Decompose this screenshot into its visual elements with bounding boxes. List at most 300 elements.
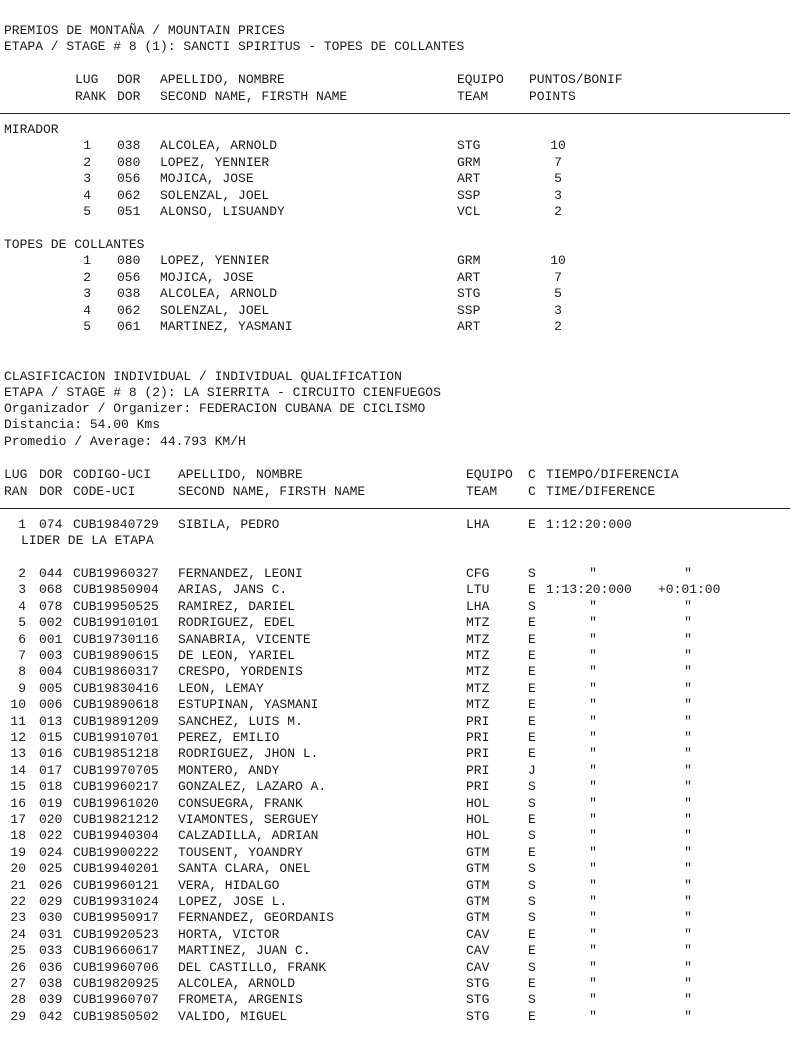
- team-code: GTM: [466, 894, 490, 909]
- rank: 18: [10, 828, 26, 844]
- section-name: TOPES DE COLLANTES: [4, 237, 145, 252]
- team-code: PRI: [466, 762, 490, 778]
- bib-number: 044: [39, 566, 63, 581]
- category: E: [528, 582, 536, 598]
- bib-number: 056: [117, 269, 141, 285]
- rider-name: DE LEON, YARIEL: [178, 648, 296, 663]
- time: ": [589, 697, 597, 713]
- uci-code: CUB19890615: [73, 648, 159, 663]
- category: S: [528, 566, 536, 581]
- rank: 12: [10, 730, 26, 745]
- rank: 20: [10, 861, 26, 877]
- time: ": [589, 730, 597, 745]
- bib-number: 029: [39, 894, 63, 909]
- uci-code: CUB19910701: [73, 730, 159, 745]
- points: 2: [554, 319, 562, 334]
- team-code: CFG: [466, 566, 490, 581]
- bib-number: 033: [39, 943, 63, 959]
- uci-code: CUB19920523: [73, 926, 159, 942]
- time: ": [589, 779, 597, 795]
- team-code: GTM: [466, 844, 490, 860]
- rider-name: SANCHEZ, LUIS M.: [178, 713, 303, 729]
- rider-name: RODRIGUEZ, EDEL: [178, 615, 296, 631]
- rider-name: CONSUEGRA, FRANK: [178, 795, 303, 811]
- hdr-team: EQUIPO: [457, 72, 504, 87]
- time: ": [589, 943, 597, 959]
- hdr-code: CODIGO-UCI: [73, 467, 152, 482]
- time-difference: ": [684, 976, 692, 991]
- uci-code: CUB19860317: [73, 664, 159, 680]
- bib-number: 020: [39, 812, 63, 827]
- rank: 6: [18, 631, 26, 647]
- rider-name: CALZADILLA, ADRIAN: [178, 828, 319, 844]
- uci-code: CUB19960217: [73, 779, 159, 795]
- uci-code: CUB19960707: [73, 992, 159, 1008]
- category: E: [528, 631, 536, 647]
- team-code: LHA: [466, 517, 490, 532]
- uci-code: CUB19891209: [73, 713, 159, 729]
- category: E: [528, 943, 536, 959]
- bib-number: 068: [39, 582, 63, 598]
- hdr-rank: LUG: [75, 72, 99, 87]
- rider-name: GONZALEZ, LAZARO A.: [178, 779, 327, 795]
- rider-name: SOLENZAL, JOEL: [160, 302, 270, 318]
- hdr-rank: RANK: [75, 89, 107, 104]
- time-difference: ": [684, 680, 692, 696]
- rider-name: LEON, LEMAY: [178, 680, 264, 696]
- team-code: HOL: [466, 828, 490, 844]
- time: ": [589, 795, 597, 811]
- team-code: MTZ: [466, 664, 490, 680]
- team-code: VCL: [457, 204, 481, 219]
- bib-number: 039: [39, 992, 63, 1008]
- time: ": [589, 746, 597, 762]
- team-code: STG: [457, 286, 481, 302]
- team-code: GRM: [457, 154, 481, 170]
- rank: 25: [10, 943, 26, 959]
- category: E: [528, 664, 536, 680]
- hdr-cat: C: [528, 467, 536, 482]
- rank: 5: [83, 319, 91, 334]
- time-difference: ": [684, 992, 692, 1008]
- rider-name: MOJICA, JOSE: [160, 269, 254, 285]
- rider-name: LOPEZ, YENNIER: [160, 154, 270, 170]
- time: ": [589, 877, 597, 893]
- time-difference: ": [684, 648, 692, 663]
- time: ": [589, 648, 597, 663]
- bib-number: 003: [39, 648, 63, 663]
- rank: 4: [18, 598, 26, 614]
- rank: 26: [10, 959, 26, 975]
- category: S: [528, 795, 536, 811]
- uci-code: CUB19961020: [73, 795, 159, 811]
- points: 7: [554, 154, 562, 170]
- time: ": [589, 566, 597, 581]
- team-code: MTZ: [466, 631, 490, 647]
- team-code: ART: [457, 171, 481, 187]
- team-code: LTU: [466, 582, 490, 598]
- rider-name: ALONSO, LISUANDY: [160, 204, 285, 219]
- uci-code: CUB19840729: [73, 517, 159, 532]
- category: S: [528, 894, 536, 909]
- rank: 3: [18, 582, 26, 598]
- team-code: HOL: [466, 795, 490, 811]
- time: ": [589, 828, 597, 844]
- rank: 24: [10, 926, 26, 942]
- rider-name: ARIAS, JANS C.: [178, 582, 288, 598]
- uci-code: CUB19931024: [73, 894, 159, 909]
- time-difference: ": [684, 598, 692, 614]
- rank: 10: [10, 697, 26, 713]
- rank: 16: [10, 795, 26, 811]
- rider-name: MOJICA, JOSE: [160, 171, 254, 187]
- hdr-cat: C: [528, 484, 536, 499]
- time-difference: ": [684, 795, 692, 811]
- time-difference: ": [684, 730, 692, 745]
- time-difference: ": [684, 762, 692, 778]
- rider-name: MONTERO, ANDY: [178, 762, 280, 778]
- uci-code: CUB19851218: [73, 746, 159, 762]
- mountain-title: PREMIOS DE MONTAÑA / MOUNTAIN PRICES: [4, 23, 285, 38]
- bib-number: 026: [39, 877, 63, 893]
- time: ": [589, 664, 597, 680]
- time-difference: ": [684, 828, 692, 844]
- time-difference: ": [684, 566, 692, 581]
- rider-name: ALCOLEA, ARNOLD: [160, 138, 278, 154]
- category: J: [528, 762, 536, 778]
- rider-name: DEL CASTILLO, FRANK: [178, 959, 327, 975]
- bib-number: 024: [39, 844, 63, 860]
- bib-number: 062: [117, 302, 141, 318]
- uci-code: CUB19890618: [73, 697, 159, 713]
- category: S: [528, 877, 536, 893]
- rank: 17: [10, 812, 26, 827]
- time-difference: ": [684, 697, 692, 713]
- team-code: PRI: [466, 779, 490, 795]
- time-difference: ": [684, 631, 692, 647]
- bib-number: 080: [117, 154, 141, 170]
- team-code: ART: [457, 269, 481, 285]
- team-code: PRI: [466, 746, 490, 762]
- points: 3: [554, 187, 562, 203]
- category: S: [528, 828, 536, 844]
- team-code: GTM: [466, 877, 490, 893]
- category: S: [528, 992, 536, 1008]
- rider-name: ALCOLEA, ARNOLD: [160, 286, 278, 302]
- rider-name: TOUSENT, YOANDRY: [178, 844, 303, 860]
- rank: 23: [10, 910, 26, 926]
- time-difference: ": [684, 910, 692, 926]
- mountain-stage: ETAPA / STAGE # 8 (1): SANCTI SPIRITUS - TOPES DE COLLANTES: [4, 39, 465, 54]
- rank: 2: [18, 566, 26, 581]
- time: ": [589, 959, 597, 975]
- time-difference: ": [684, 844, 692, 860]
- hdr-dor: DOR: [117, 72, 141, 87]
- time-difference: ": [684, 746, 692, 762]
- category: E: [528, 517, 536, 532]
- time-difference: ": [684, 812, 692, 827]
- hdr-points: PUNTOS/BONIF: [529, 72, 623, 87]
- category: E: [528, 615, 536, 631]
- points: 10: [550, 253, 566, 269]
- time: ": [589, 615, 597, 631]
- rank: 1: [83, 138, 91, 154]
- hdr-points: POINTS: [529, 89, 576, 104]
- team-code: CAV: [466, 959, 490, 975]
- uci-code: CUB19960121: [73, 877, 159, 893]
- category: E: [528, 680, 536, 696]
- rank: 4: [83, 302, 91, 318]
- hdr-team: TEAM: [457, 89, 489, 104]
- rank: 11: [10, 713, 26, 729]
- time: ": [589, 631, 597, 647]
- team-code: MTZ: [466, 697, 490, 713]
- points: 2: [554, 204, 562, 219]
- category: E: [528, 926, 536, 942]
- category: S: [528, 598, 536, 614]
- points: 3: [554, 302, 562, 318]
- rank: 13: [10, 746, 26, 762]
- team-code: GTM: [466, 910, 490, 926]
- rider-name: RAMIREZ, DARIEL: [178, 598, 296, 614]
- bib-number: 062: [117, 187, 141, 203]
- uci-code: CUB19960706: [73, 959, 159, 975]
- time: ": [589, 992, 597, 1008]
- bib-number: 061: [117, 319, 141, 334]
- rank: 22: [10, 894, 26, 909]
- rider-name: CRESPO, YORDENIS: [178, 664, 303, 680]
- time: ": [589, 861, 597, 877]
- bib-number: 016: [39, 746, 63, 762]
- points: 5: [554, 286, 562, 302]
- category: S: [528, 910, 536, 926]
- organizer: Organizador / Organizer: FEDERACION CUBANA DE CICLISMO: [4, 401, 426, 416]
- time: ": [589, 910, 597, 926]
- time-difference: ": [684, 959, 692, 975]
- category: E: [528, 1008, 536, 1024]
- rider-name: VALIDO, MIGUEL: [178, 1008, 288, 1024]
- uci-code: CUB19960327: [73, 566, 159, 581]
- team-code: CAV: [466, 926, 490, 942]
- bib-number: 056: [117, 171, 141, 187]
- team-code: PRI: [466, 730, 490, 745]
- bib-number: 019: [39, 795, 63, 811]
- bib-number: 038: [39, 976, 63, 991]
- category: E: [528, 730, 536, 745]
- category: E: [528, 648, 536, 663]
- rank: 19: [10, 844, 26, 860]
- time: ": [589, 680, 597, 696]
- hdr-time: TIME/DIFERENCE: [546, 484, 656, 499]
- rank: 1: [83, 253, 91, 269]
- team-code: HOL: [466, 812, 490, 827]
- time: ": [589, 598, 597, 614]
- time: 1:13:20:000: [546, 582, 632, 598]
- uci-code: CUB19850904: [73, 582, 159, 598]
- section-name: MIRADOR: [4, 122, 59, 137]
- category: S: [528, 959, 536, 975]
- points: 5: [554, 171, 562, 187]
- rank: 3: [83, 171, 91, 187]
- bib-number: 006: [39, 697, 63, 713]
- category: S: [528, 779, 536, 795]
- rider-name: PEREZ, EMILIO: [178, 730, 280, 745]
- category: E: [528, 746, 536, 762]
- bib-number: 013: [39, 713, 63, 729]
- uci-code: CUB19850502: [73, 1008, 159, 1024]
- time-difference: ": [684, 861, 692, 877]
- bib-number: 004: [39, 664, 63, 680]
- rank: 27: [10, 976, 26, 991]
- time-difference: ": [684, 943, 692, 959]
- bib-number: 042: [39, 1008, 63, 1024]
- bib-number: 036: [39, 959, 63, 975]
- category: E: [528, 713, 536, 729]
- uci-code: CUB19970705: [73, 762, 159, 778]
- time-difference: +0:01:00: [658, 582, 721, 598]
- rider-name: MARTINEZ, YASMANI: [160, 319, 293, 334]
- team-code: GRM: [457, 253, 481, 269]
- average-speed: Promedio / Average: 44.793 KM/H: [4, 434, 246, 449]
- uci-code: CUB19940304: [73, 828, 159, 844]
- time: ": [589, 812, 597, 827]
- time-difference: ": [684, 713, 692, 729]
- rider-name: ESTUPINAN, YASMANI: [178, 697, 319, 713]
- rider-name: MARTINEZ, JUAN C.: [178, 943, 311, 959]
- rank: 2: [83, 269, 91, 285]
- distance: Distancia: 54.00 Kms: [4, 417, 161, 432]
- bib-number: 005: [39, 680, 63, 696]
- bib-number: 030: [39, 910, 63, 926]
- uci-code: CUB19830416: [73, 680, 159, 696]
- rank: 8: [18, 664, 26, 680]
- rank: 5: [18, 615, 26, 631]
- bib-number: 038: [117, 286, 141, 302]
- category: E: [528, 844, 536, 860]
- bib-number: 018: [39, 779, 63, 795]
- time: ": [589, 713, 597, 729]
- uci-code: CUB19820925: [73, 976, 159, 991]
- team-code: ART: [457, 319, 481, 334]
- rider-name: ALCOLEA, ARNOLD: [178, 976, 296, 991]
- category: E: [528, 697, 536, 713]
- points: 7: [554, 269, 562, 285]
- rider-name: FERNANDEZ, GEORDANIS: [178, 910, 335, 926]
- category: E: [528, 976, 536, 991]
- rank: 1: [18, 517, 26, 532]
- time: 1:12:20:000: [546, 517, 632, 532]
- time-difference: ": [684, 926, 692, 942]
- uci-code: CUB19730116: [73, 631, 159, 647]
- team-code: STG: [466, 976, 490, 991]
- stage-leader-note: LIDER DE LA ETAPA: [21, 533, 154, 548]
- rank: 5: [83, 204, 91, 219]
- rider-name: VERA, HIDALGO: [178, 877, 280, 893]
- time: ": [589, 844, 597, 860]
- hdr-rank: RAN: [4, 484, 28, 499]
- time: ": [589, 976, 597, 991]
- uci-code: CUB19950917: [73, 910, 159, 926]
- bib-number: 080: [117, 253, 141, 269]
- hdr-dor: DOR: [117, 89, 141, 104]
- team-code: LHA: [466, 598, 490, 614]
- rank: 2: [83, 154, 91, 170]
- bib-number: 025: [39, 861, 63, 877]
- hdr-code: CODE-UCI: [73, 484, 136, 499]
- hdr-rank: LUG: [4, 467, 28, 482]
- rank: 7: [18, 648, 26, 663]
- bib-number: 031: [39, 926, 63, 942]
- bib-number: 022: [39, 828, 63, 844]
- individual-stage: ETAPA / STAGE # 8 (2): LA SIERRITA - CIRCUITO CIENFUEGOS: [4, 385, 441, 400]
- time: ": [589, 926, 597, 942]
- team-code: MTZ: [466, 648, 490, 663]
- header-divider: [0, 508, 790, 509]
- time-difference: ": [684, 779, 692, 795]
- uci-code: CUB19950525: [73, 598, 159, 614]
- team-code: SSP: [457, 302, 481, 318]
- rider-name: SOLENZAL, JOEL: [160, 187, 270, 203]
- uci-code: CUB19821212: [73, 812, 159, 827]
- rank: 21: [10, 877, 26, 893]
- rider-name: LOPEZ, JOSE L.: [178, 894, 288, 909]
- bib-number: 074: [39, 517, 63, 532]
- hdr-time: TIEMPO/DIFERENCIA: [546, 467, 679, 482]
- individual-title: CLASIFICACION INDIVIDUAL / INDIVIDUAL QUALIFICATION: [4, 369, 402, 384]
- category: E: [528, 812, 536, 827]
- rider-name: HORTA, VICTOR: [178, 926, 280, 942]
- hdr-dor: DOR: [39, 467, 63, 482]
- team-code: MTZ: [466, 615, 490, 631]
- header-divider: [0, 113, 790, 114]
- rider-name: FERNANDEZ, LEONI: [178, 566, 303, 581]
- bib-number: 002: [39, 615, 63, 631]
- time-difference: ": [684, 1008, 692, 1024]
- rank: 28: [10, 992, 26, 1008]
- uci-code: CUB19940201: [73, 861, 159, 877]
- uci-code: CUB19900222: [73, 844, 159, 860]
- bib-number: 001: [39, 631, 63, 647]
- hdr-name: APELLIDO, NOMBRE: [160, 72, 285, 87]
- hdr-team: EQUIPO: [466, 467, 513, 482]
- team-code: MTZ: [466, 680, 490, 696]
- time: ": [589, 762, 597, 778]
- time-difference: ": [684, 894, 692, 909]
- time: ": [589, 894, 597, 909]
- rank: 15: [10, 779, 26, 795]
- uci-code: CUB19910101: [73, 615, 159, 631]
- bib-number: 078: [39, 598, 63, 614]
- bib-number: 017: [39, 762, 63, 778]
- category: S: [528, 861, 536, 877]
- team-code: PRI: [466, 713, 490, 729]
- bib-number: 038: [117, 138, 141, 154]
- team-code: STG: [457, 138, 481, 154]
- rank: 14: [10, 762, 26, 778]
- time-difference: ": [684, 877, 692, 893]
- rank: 29: [10, 1008, 26, 1024]
- team-code: STG: [466, 992, 490, 1008]
- time: ": [589, 1008, 597, 1024]
- bib-number: 051: [117, 204, 141, 219]
- time-difference: ": [684, 615, 692, 631]
- rank: 3: [83, 286, 91, 302]
- hdr-name: APELLIDO, NOMBRE: [178, 467, 303, 482]
- team-code: CAV: [466, 943, 490, 959]
- uci-code: CUB19660617: [73, 943, 159, 959]
- hdr-team: TEAM: [466, 484, 498, 499]
- hdr-dor: DOR: [39, 484, 63, 499]
